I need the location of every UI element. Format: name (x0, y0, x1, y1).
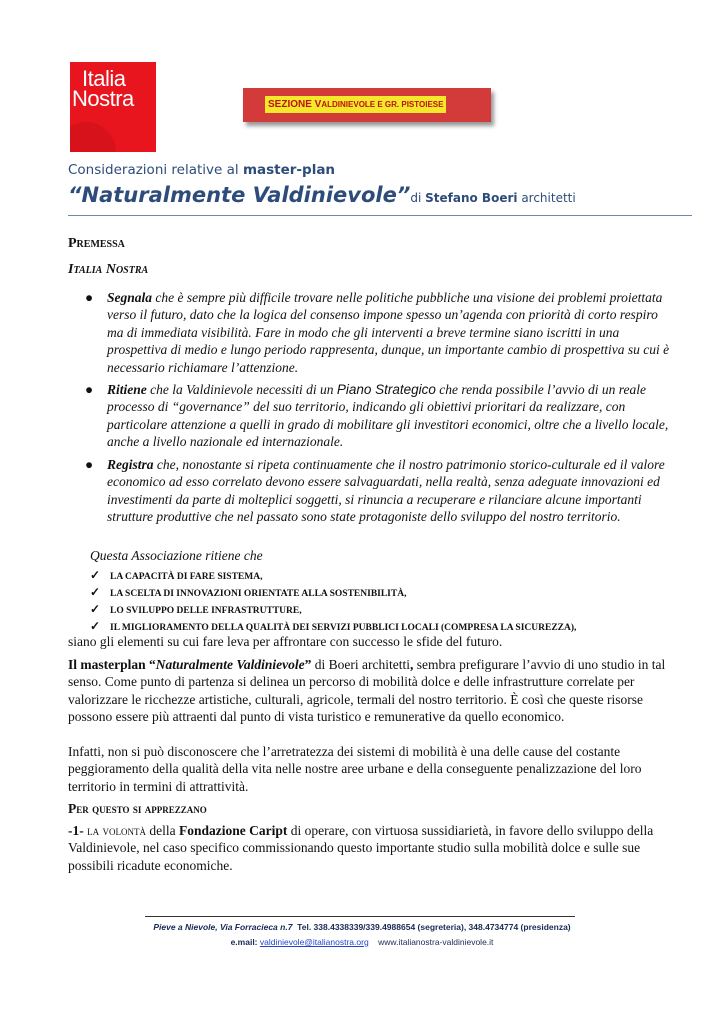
paragraph-mobility: Infatti, non si può disconoscere che l’arretratezza dei sistemi di mobilità è una delle cause del costante peggioramento della qualità della vita nelle nostre aree urbane e della conseguente penalizzazione del loro territorio in termini di attrattività. (68, 744, 642, 794)
checkmark-icon: ✓ (90, 585, 101, 599)
checkmark-icon: ✓ (90, 619, 101, 633)
section-banner-label: SEZIONE VALDINIEVOLE E GR. PISTOIESE (265, 96, 446, 113)
bullet-item: ● Segnala che è sempre più difficile trovare nelle politiche pubbliche una visione dei problemi proiettata verso il futuro, dato che la logica del consenso impone spesso un’agenda con priorità di corto respiro ma di immediata visibilità. Fare in modo che gli interventi a breve termine siano iscritti in una prospettiva di medio e lungo periodo rappresenta, dunque, un importante cambio di prospettiva su cui è necessario richiamare l’attenzione. (85, 290, 670, 375)
check-item: ✓ LA CAPACITÀ DI FARE SISTEMA, (90, 568, 263, 582)
bullet-dot-icon: ● (85, 290, 94, 305)
footer-contact-line: e.mail: valdinievole@italianostra.org www.italianostra-valdinievole.it (230, 937, 494, 947)
heading-italia-nostra: Italia Nostra (68, 262, 149, 277)
check-item: ✓ LA SCELTA DI INNOVAZIONI ORIENTATE ALLA SOSTENIBILITÀ, (90, 585, 407, 599)
checks-conclusion: siano gli elementi su cui fare leva per affrontare con successo le sfide del futuro. (68, 634, 503, 649)
logo-line-1: Italia (82, 66, 126, 91)
footer-rule (145, 916, 575, 917)
doc-title: “Naturalmente Valdinievole”di Stefano Boeri architetti (68, 183, 576, 207)
logo-circle (70, 122, 116, 152)
checkmark-icon: ✓ (90, 602, 101, 616)
check-item: ✓ IL MIGLIORAMENTO DELLA QUALITÀ DEI SERVIZI PUBBLICI LOCALI (COMPRESA LA SICUREZZA), (90, 619, 577, 633)
check-item: ✓ LO SVILUPPO DELLE INFRASTRUTTURE, (90, 602, 302, 616)
heading-premessa: Premessa (68, 236, 125, 251)
paragraph-masterplan: Il masterplan “Naturalmente Valdinievole” di Boeri architetti, sembra prefigurare l’avvio di uno studio in tal senso. Come punto di partenza si delinea un percorso di mobilità dolce e delle infrastrutture correlate per valorizzare le ricchezze artistiche, culturali, agricole, termali del nostro territorio. È così che queste risorse possono essere più attraenti dal punto di vista turistico e remunerative da quello economico. (68, 657, 666, 725)
footer-address-line: Pieve a Nievole, Via Forracieca n.7 Tel. 338.4338339/339.4988654 (segreteria), 348.4734774 (presidenza) (153, 922, 571, 932)
doc-subtitle: Considerazioni relative al master-plan (68, 162, 336, 178)
bullet-item: ● Ritiene che la Valdinievole necessiti di un Piano Strategico che renda possibile l’avvio di un reale processo di “governance” del suo territorio, indicando gli obiettivi prioritari da realizzare, con particolare attenzione a quelli in grado di mobilitare gli investitori economici, oltre che a livello locale, anche a livello nazionale ed internazionale. (85, 382, 669, 450)
logo-line-2: Nostra (72, 86, 134, 111)
website-link[interactable]: www.italianostra-valdinievole.it (378, 937, 494, 947)
heading-per-questo: Per questo si apprezzano (68, 801, 207, 816)
bullet-item: ● Registra che, nonostante si ripeta continuamente che il nostro patrimonio storico-culturale ed il valore economico ad esso correlato devono essere salvaguardati, nella realtà, senza adeguate innovazioni ed investimenti da parte di molteplici soggetti, si rinuncia a recuperare e rilanciare alcune importanti strutture produttive che nel passato sono state protagoniste dello sviluppo del nostro territorio. (85, 457, 665, 525)
italia-nostra-logo (70, 62, 156, 152)
bullet-dot-icon: ● (85, 457, 94, 472)
title-rule (68, 215, 692, 216)
checkmark-icon: ✓ (90, 568, 101, 582)
item-fondazione: -1- la volontà della Fondazione Caript di operare, con virtuosa sussidiarietà, in favore dello sviluppo della Valdinievole, nel caso specifico commissionando questo importante studio sulla mobilità dolce e sulle sue possibili ricadute economiche. (68, 823, 654, 873)
email-link[interactable]: valdinievole@italianostra.org (259, 937, 369, 947)
bullet-dot-icon: ● (85, 382, 94, 397)
association-intro: Questa Associazione ritiene che (90, 548, 263, 563)
section-banner (243, 88, 491, 122)
